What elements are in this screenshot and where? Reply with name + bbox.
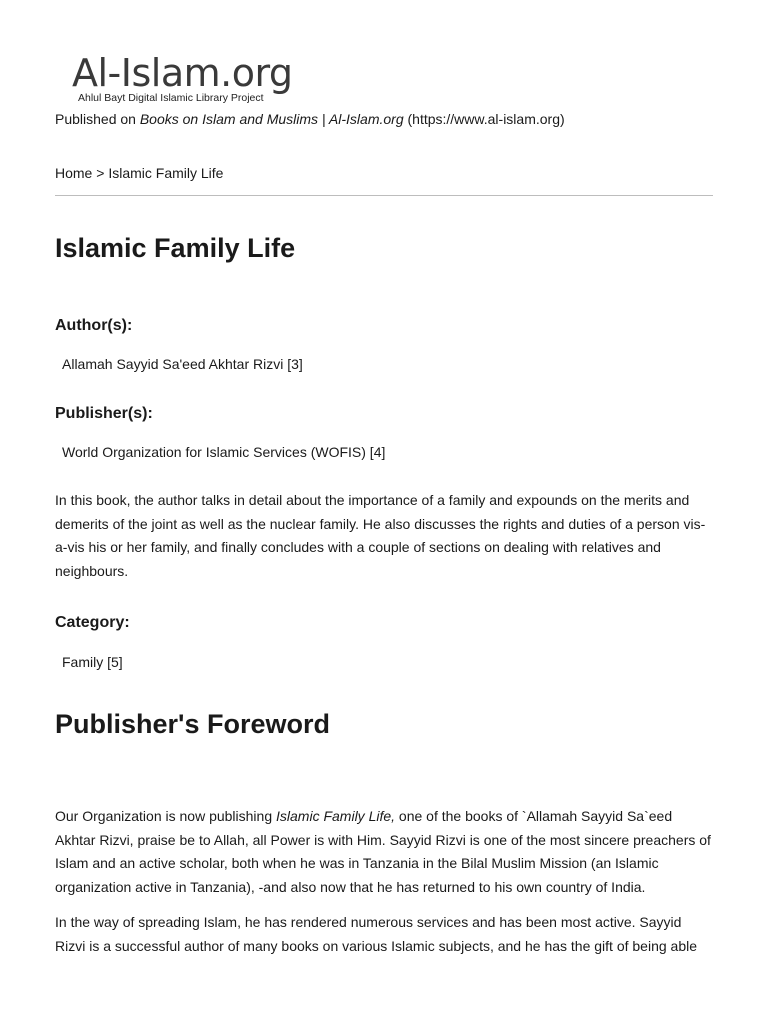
foreword-paragraph-2: In the way of spreading Islam, he has rendered numerous services and has been most active. Sayyid Rizvi is a successful author of many books on various Islamic subjects, and he has the gift of being able (55, 914, 698, 954)
header-divider (55, 195, 713, 196)
breadcrumb (55, 165, 223, 181)
logo-wordmark: Al-Islam.org (72, 51, 293, 95)
author-link[interactable]: Allamah Sayyid Sa'eed Akhtar Rizvi [3] (62, 356, 303, 372)
foreword-heading: Publisher's Foreword (55, 709, 330, 739)
published-site-link[interactable]: Books on Islam and Muslims | Al-Islam.org (139, 111, 404, 127)
publisher-link[interactable]: World Organization for Islamic Services (WOFIS) [4] (62, 444, 386, 460)
authors-label: Author(s): (55, 317, 133, 334)
breadcrumb-current[interactable]: Islamic Family Life (108, 165, 224, 181)
foreword-book-title: Islamic Family Life, (276, 808, 396, 824)
foreword-paragraph-1 (55, 805, 715, 899)
breadcrumb-home-link[interactable]: Home (55, 165, 93, 181)
foreword-p1-after: one of the books of `Allamah Sayyid Sa`eed Akhtar Rizvi, praise be to Allah, all Power is with Him. Sayyid Rizvi is one of the most sincere preachers of Islam and an active scholar, both when he was in Tanzania in the Bilal Muslim Mission (an Islamic organization active in Tanzania), -and also now that he has returned to his own country of India. (55, 808, 711, 895)
category-link[interactable]: Family [5] (62, 654, 123, 670)
publishers-label: Publisher(s): (55, 405, 153, 422)
published-url: (https://www.al-islam.org) (403, 111, 565, 127)
site-logo[interactable] (72, 52, 293, 104)
logo-tagline: Ahlul Bayt Digital Islamic Library Project (78, 92, 264, 104)
breadcrumb-separator: > (92, 165, 109, 181)
published-prefix: Published on (55, 111, 140, 127)
book-description: In this book, the author talks in detail about the importance of a family and expounds on the merits and demerits of the joint as well as the nuclear family. He also discusses the rights and duties of a person vis-a-vis his or her family, and finally concludes with a couple of sections on dealing with relatives and neighbours. (55, 492, 706, 579)
page-title: Islamic Family Life (55, 233, 296, 263)
published-on-line (55, 111, 565, 127)
category-label: Category: (55, 614, 130, 631)
foreword-p1-before: Our Organization is now publishing (55, 808, 277, 824)
